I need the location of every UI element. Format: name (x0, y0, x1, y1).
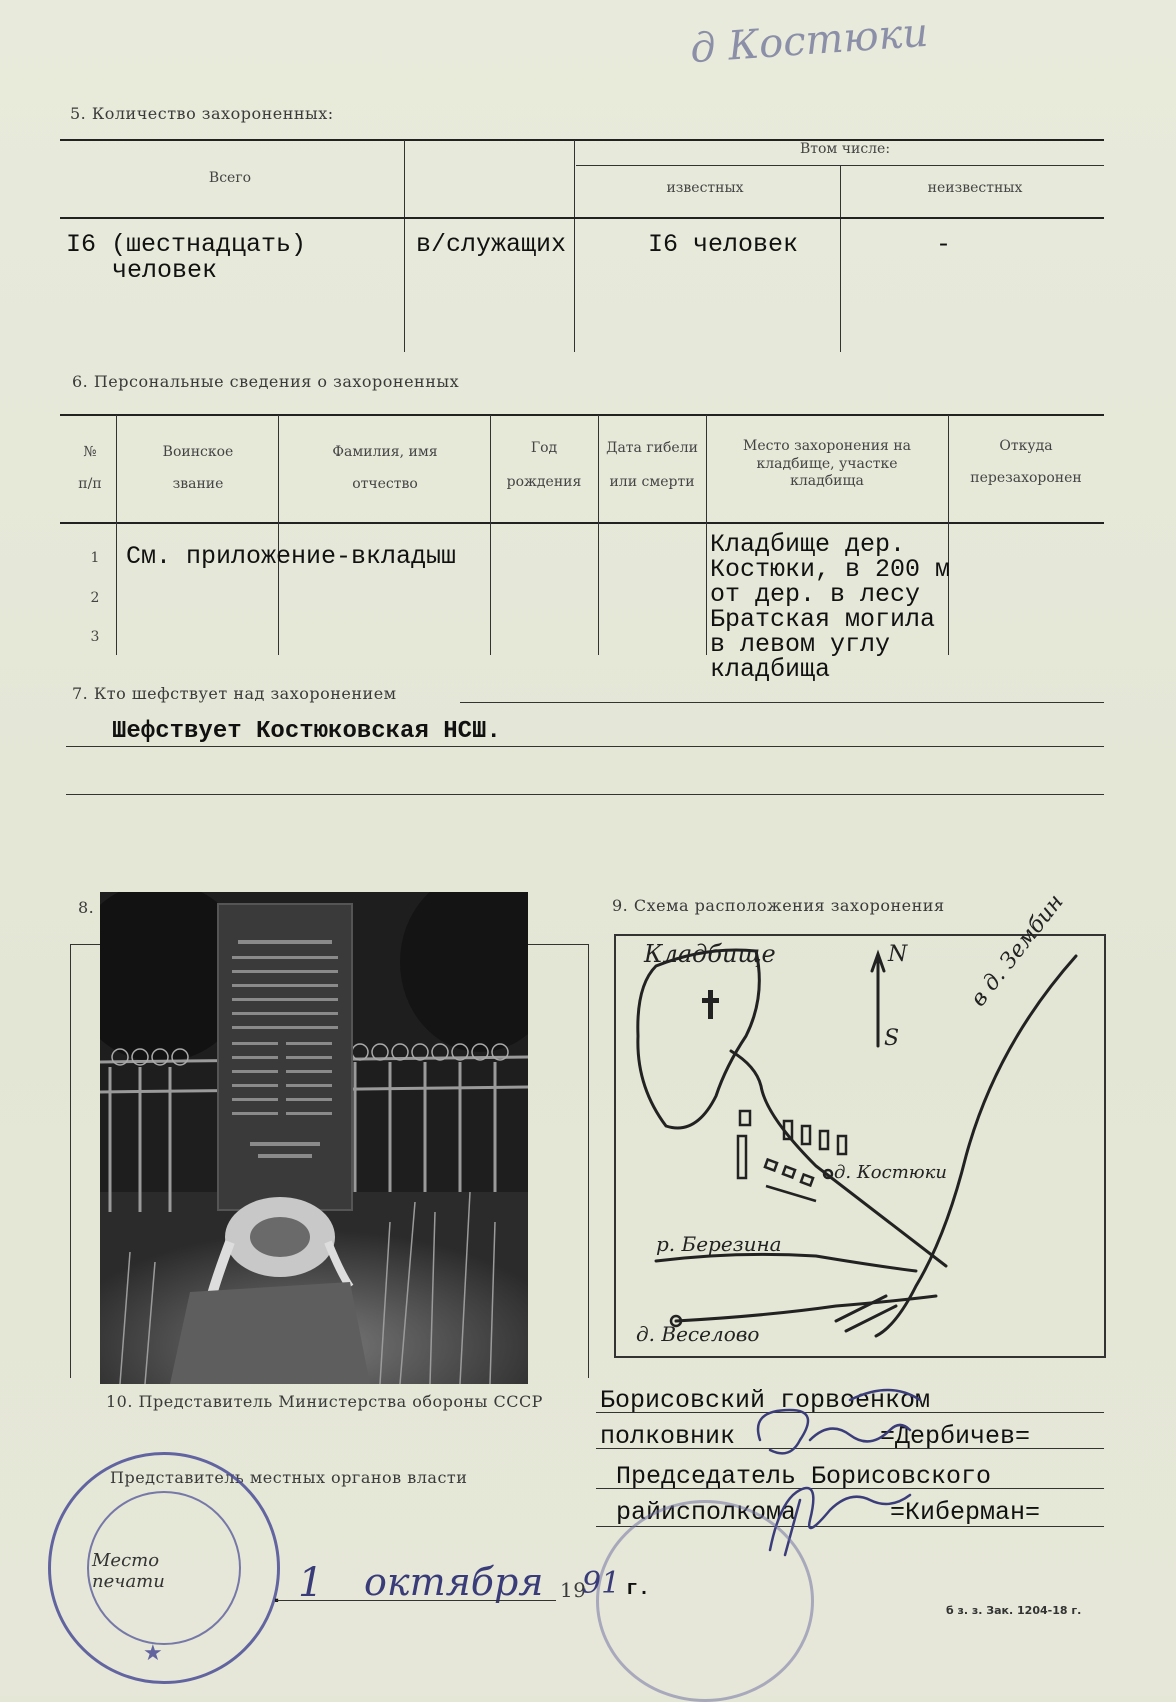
map-label-south: S (884, 1026, 900, 1051)
memorial-photo (100, 892, 528, 1384)
section10-commissar-title: Борисовский горвоенком (600, 1386, 931, 1415)
section10-colonel-rank: полковник (600, 1422, 736, 1451)
section10-local-label: Представитель местных органов власти (110, 1468, 468, 1487)
house-mark (820, 1131, 828, 1149)
grave-mark (702, 990, 719, 1019)
house-mark (783, 1167, 795, 1178)
section10-chairman-org: райисполкома (616, 1498, 797, 1527)
section10-colonel-name: =Дербичев= (880, 1422, 1031, 1451)
section5-known-value: I6 человек (648, 230, 799, 259)
map-label-road-zembin: в д. Зембин (966, 889, 1069, 1012)
date-quote-dot: . (270, 1584, 284, 1609)
section5-total-unit: человек (112, 256, 218, 285)
map-label-village: д. Костюки (834, 1162, 947, 1183)
house-mark (802, 1126, 810, 1144)
house-mark (740, 1111, 750, 1125)
section6-header-rank: Воинское звание (162, 444, 234, 492)
section10-chairman-title: Председатель Борисовского (616, 1462, 992, 1491)
date-year-suffix: г. (626, 1578, 651, 1601)
section7-patron-value: Шефствует Костюковская НСШ. (112, 718, 501, 745)
map-label-north: N (888, 942, 908, 967)
map-label-village2: д. Веселово (636, 1322, 760, 1346)
section6-header-from: Откуда перезахоронен (970, 438, 1082, 486)
section7-rule-1 (460, 702, 1104, 703)
map-drawing (616, 936, 1104, 1356)
section6-header-place: Место захоронения на кладбище, участке кладбища (742, 438, 912, 489)
section6-header-num: № п/п (78, 444, 102, 492)
river-line (656, 1254, 916, 1271)
section5-category-value: в/служащих (416, 230, 567, 259)
official-seal-center (596, 1500, 814, 1702)
section6-rank-reference: См. приложение-вкладыш (126, 542, 457, 571)
house-mark (838, 1136, 846, 1154)
section6-col-divider-1 (116, 415, 117, 655)
date-day: 1 (298, 1560, 324, 1606)
section6-col-divider-5 (706, 415, 707, 655)
section5-col-divider-3 (840, 166, 841, 352)
section5-header-including: Втом числе: (799, 141, 891, 157)
section7-rule-2 (66, 746, 1104, 747)
house-mark (801, 1175, 813, 1186)
section6-header-date: Дата гибели или смерти (606, 440, 698, 490)
map-label-river: р. Березина (656, 1232, 782, 1256)
section8-number: 8. (78, 898, 95, 917)
section5-header-known: известных (666, 180, 744, 196)
section6-col-divider-3 (490, 415, 491, 655)
date-year: 91 (582, 1566, 621, 1601)
section5-header-unknown: неизвестных (927, 180, 1023, 196)
section6-row-number: 3 (90, 629, 100, 645)
bridge-line (836, 1296, 886, 1321)
date-month: октября (364, 1560, 544, 1604)
seal-place-label: Место печати (92, 1550, 165, 1592)
section5-total-value: I6 (шестнадцать) (66, 230, 307, 259)
section6-title: 6. Персональные сведения о захороненных (72, 372, 460, 391)
house-mark (766, 1186, 816, 1201)
print-code: б з. з. Зак. 1204-18 г. (946, 1604, 1082, 1617)
colonel-signature (850, 1390, 920, 1400)
section5-col-divider-2 (574, 140, 575, 352)
cemetery-outline (638, 950, 760, 1128)
section8-frame-top (70, 944, 100, 945)
section8-frame-right (588, 944, 589, 1378)
section5-title: 5. Количество захороненных: (70, 104, 334, 123)
road-to-zembin (876, 956, 1076, 1336)
section5-header-total: Всего (208, 170, 252, 186)
section8-frame-left (70, 944, 71, 1378)
section10-chairman-name: =Киберман= (890, 1498, 1041, 1527)
house-mark (738, 1136, 746, 1178)
date-year-prefix: 19 (560, 1578, 587, 1602)
section7-rule-3 (66, 794, 1104, 795)
section6-header-name: Фамилия, имя отчество (332, 444, 438, 492)
section5-header-rule (60, 217, 1104, 219)
date-rule (276, 1600, 556, 1601)
section10-mod-label: 10. Представитель Министерства обороны СССР (106, 1392, 543, 1411)
section5-sub-rule (576, 165, 1104, 166)
section6-col-divider-2 (278, 415, 279, 655)
section6-header-year: Год рождения (506, 440, 582, 490)
colonel-signature (758, 1410, 910, 1453)
section5-unknown-value: - (936, 230, 952, 259)
section7-title: 7. Кто шефствует над захоронением (72, 684, 397, 703)
section6-col-divider-4 (598, 415, 599, 655)
seal-star-icon: ★ (143, 1641, 163, 1666)
section6-row-number: 1 (90, 550, 100, 566)
section8-frame-top-right (528, 944, 588, 945)
section5-col-divider-1 (404, 140, 405, 352)
section6-row-number: 2 (90, 590, 100, 606)
section9-title: 9. Схема расположения захоронения (612, 896, 945, 915)
map-label-cemetery: Кладбище (644, 940, 776, 968)
memorial-photo-image (100, 892, 528, 1384)
section6-burial-place: Кладбище дер. Костюки, в 200 м от дер. в лесу Братская могила в левом углу кладбища (710, 530, 951, 684)
handwritten-village-note: д Костюки (688, 9, 930, 73)
house-mark (765, 1160, 777, 1171)
section5-top-rule (60, 139, 1104, 141)
